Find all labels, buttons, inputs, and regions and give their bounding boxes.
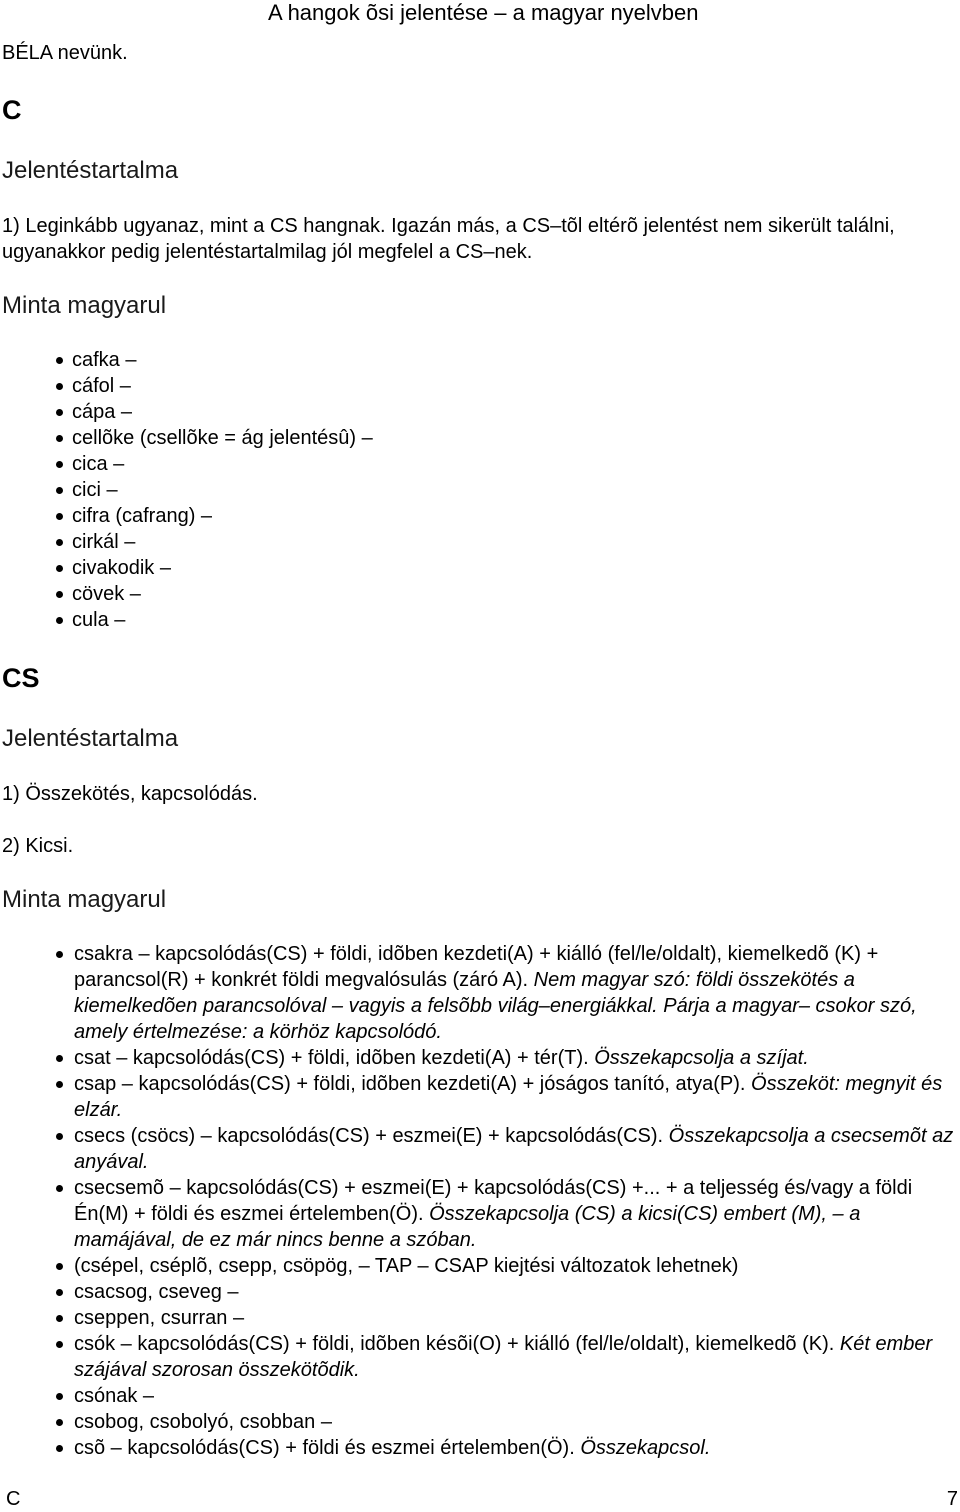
item-text: csók – kapcsolódás(CS) + földi, idõben késõi(O) + kiálló (fel/le/oldalt), kiemelkedõ (K). <box>74 1333 840 1355</box>
list-item: cirkál – <box>0 529 373 555</box>
list-item: cellõke (csellõke = ág jelentésû) – <box>0 425 373 451</box>
section-c-examples-heading: Minta magyarul <box>2 292 167 319</box>
item-text: csacsog, cseveg – <box>74 1281 239 1303</box>
item-note: Összekapcsolja a szíjat. <box>594 1047 809 1069</box>
list-item <box>0 1305 960 1331</box>
item-text: csecsemõ – kapcsolódás(CS) + eszmei(E) + kapcsolódás(CS) +... + a teljesség és/vagy a földi Én(M) + földi és eszmei értelemben(Ö). <box>74 1177 913 1225</box>
section-cs-word-list <box>0 941 960 1461</box>
footer-left: C <box>6 1488 21 1510</box>
item-note: Két ember szájával szorosan összekötõdik. <box>74 1333 933 1381</box>
item-note: Összekapcsolja (CS) a kicsi(CS) embert (M), – a mamájával, de ez már nincs benne a szóban. <box>74 1203 861 1251</box>
section-c-letter: C <box>2 95 22 125</box>
list-item <box>0 1175 960 1253</box>
list-item <box>0 1279 960 1305</box>
section-cs-meaning-1: 1) Összekötés, kapcsolódás. <box>2 783 258 805</box>
list-item <box>0 1409 960 1435</box>
list-item: cula – <box>0 607 373 633</box>
list-item <box>0 1071 960 1123</box>
item-note: Összeköt: megnyit és elzár. <box>74 1073 943 1121</box>
list-item <box>0 1123 960 1175</box>
section-c-meaning-heading: Jelentéstartalma <box>2 157 179 184</box>
item-text: csakra – kapcsolódás(CS) + földi, idõben kezdeti(A) + kiálló (fel/le/oldalt), kiemelkedõ (K) + parancsol(R) + konkrét földi megvalósulás (záró A). <box>74 943 879 991</box>
list-item <box>0 1045 960 1071</box>
item-text: csõ – kapcsolódás(CS) + földi és eszmei értelemben(Ö). <box>74 1437 581 1459</box>
item-text: csobog, csobolyó, csobban – <box>74 1411 332 1433</box>
item-note: Összekapcsolja a csecsemõt az anyával. <box>74 1125 954 1173</box>
list-item: cifra (cafrang) – <box>0 503 373 529</box>
item-text: csap – kapcsolódás(CS) + földi, idõben kezdeti(A) + jóságos tanító, atya(P). <box>74 1073 752 1095</box>
list-item <box>0 1331 960 1383</box>
list-item: cápa – <box>0 399 373 425</box>
item-text: cseppen, csurran – <box>74 1307 245 1329</box>
item-note: Nem magyar szó: földi összekötés a kiemelkedõen parancsolóval – vagyis a felsõbb világ–energiákkal. Párja a magyar– csokor szó, amely értelmezése: a körhöz kapcsolódó. <box>74 969 917 1043</box>
list-item <box>0 1435 960 1461</box>
section-cs-meaning-2: 2) Kicsi. <box>2 835 74 857</box>
item-text: csecs (csöcs) – kapcsolódás(CS) + eszmei(E) + kapcsolódás(CS). <box>74 1125 669 1147</box>
list-item: civakodik – <box>0 555 373 581</box>
item-note: Összekapcsol. <box>580 1437 711 1459</box>
list-item: cáfol – <box>0 373 373 399</box>
list-item: cafka – <box>0 347 373 373</box>
list-item <box>0 941 960 1045</box>
section-cs-meaning-heading: Jelentéstartalma <box>2 725 179 752</box>
section-c-meaning-text: 1) Leginkább ugyanaz, mint a CS hangnak. Igazán más, a CS–tõl eltérõ jelentést nem sikerült találni, ugyanakkor pedig jelentéstartalmilag jól megfelel a CS–nek. <box>2 215 895 263</box>
list-item: cövek – <box>0 581 373 607</box>
running-header: A hangok õsi jelentése – a magyar nyelvben <box>268 0 699 25</box>
section-cs-examples-heading: Minta magyarul <box>2 886 167 913</box>
item-text: (csépel, cséplõ, csepp, csöpög, – TAP – CSAP kiejtési változatok lehetnek) <box>74 1255 739 1277</box>
section-cs-letter: CS <box>2 663 40 693</box>
list-item: cici – <box>0 477 373 503</box>
list-item <box>0 1253 960 1279</box>
page-number: 7 <box>946 1488 958 1510</box>
list-item <box>0 1383 960 1409</box>
section-c-word-list <box>0 347 373 633</box>
item-text: csónak – <box>74 1385 155 1407</box>
item-text: csat – kapcsolódás(CS) + földi, idõben kezdeti(A) + tér(T). <box>74 1047 595 1069</box>
list-item: cica – <box>0 451 373 477</box>
bela-line: BÉLA nevünk. <box>2 42 128 64</box>
